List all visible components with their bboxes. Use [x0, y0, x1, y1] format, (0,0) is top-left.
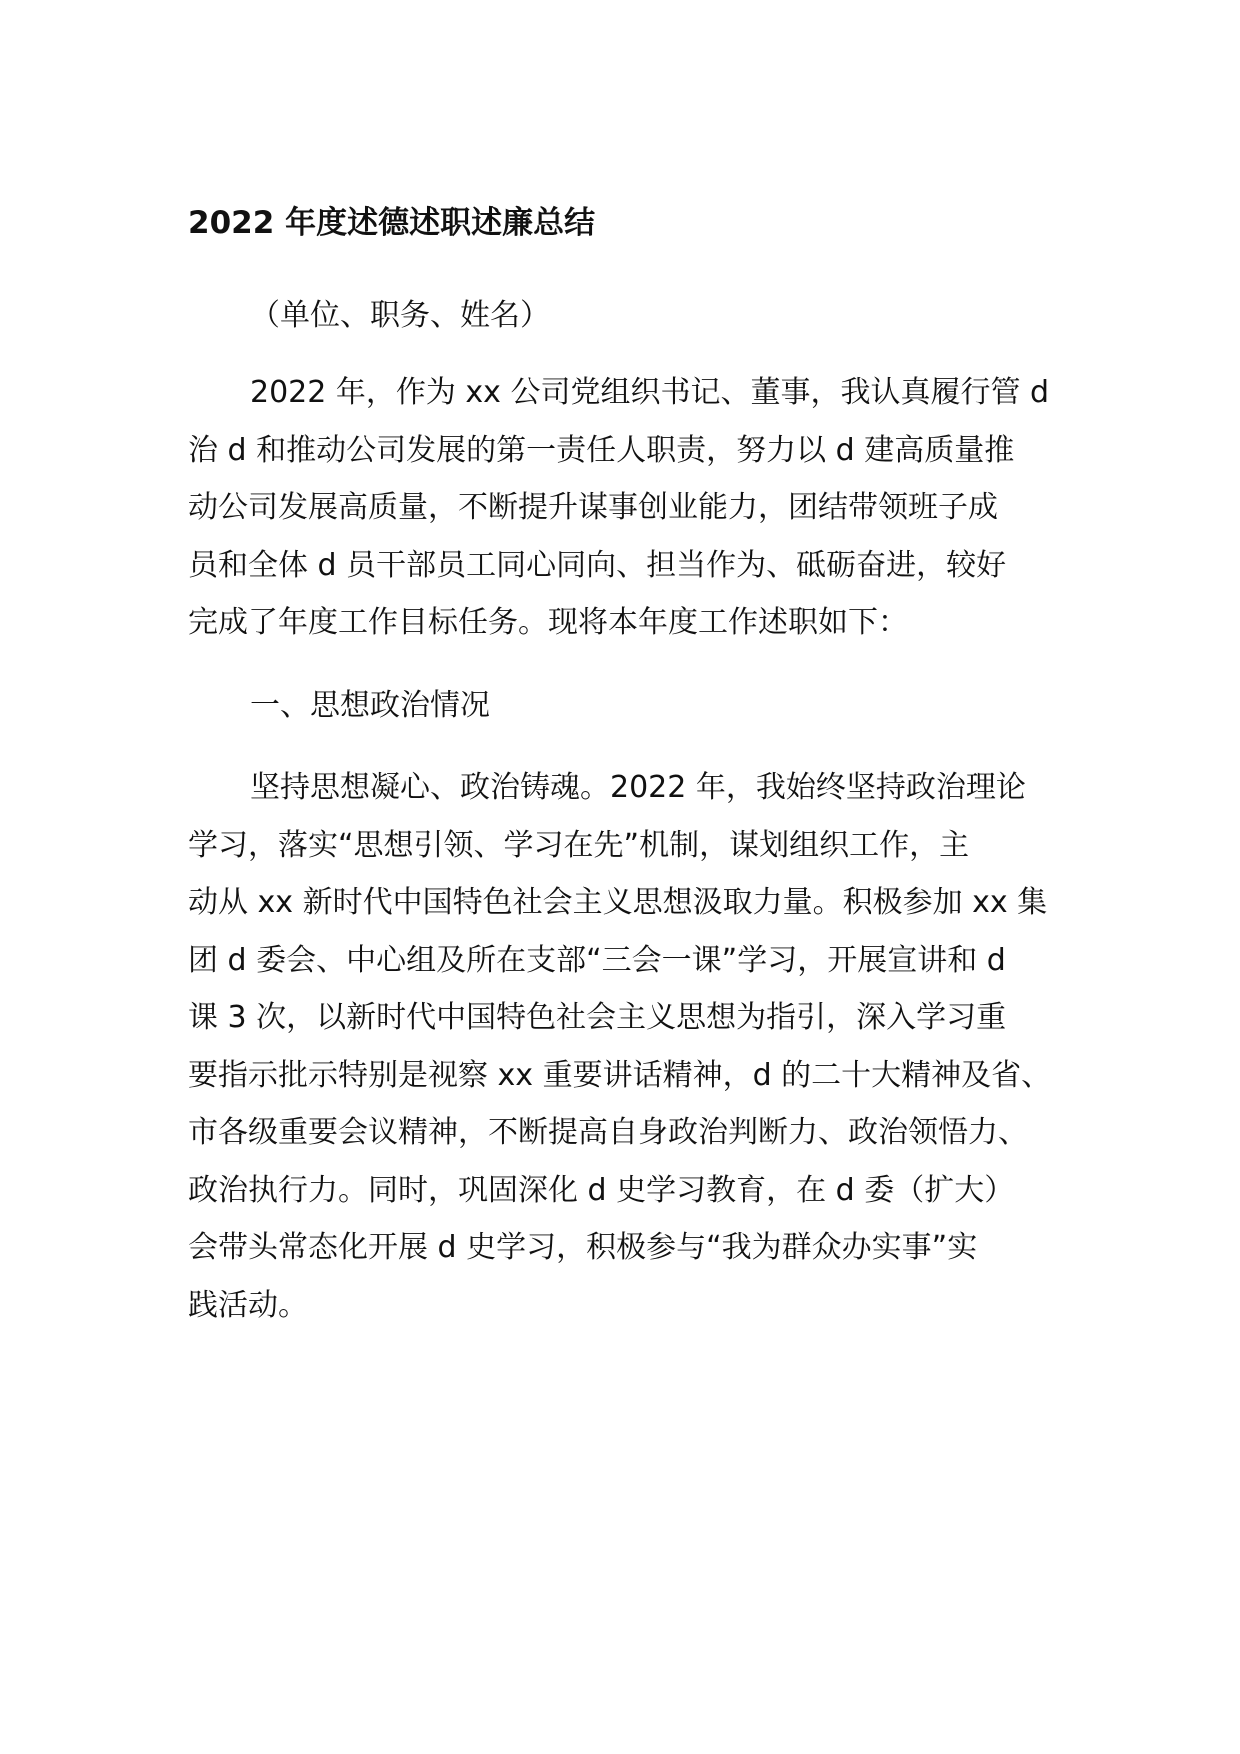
intro-line: 完成了年度工作目标任务。现将本年度工作述职如下：: [188, 605, 908, 640]
intro-line: 治 d 和推动公司发展的第一责任人职责，努力以 d 建高质量推: [188, 433, 1015, 468]
intro-line: 员和全体 d 员干部员工同心同向、担当作为、砥砺奋进，较好: [188, 548, 1007, 583]
section-line: 要指示批示特别是视察 xx 重要讲话精神，d 的二十大精神及省、: [188, 1058, 1052, 1093]
intro-line: 2022 年，作为 xx 公司党组织书记、董事，我认真履行管 d: [250, 375, 1050, 410]
section-line: 课 3 次，以新时代中国特色社会主义思想为指引，深入学习重: [188, 1000, 1007, 1035]
section-heading: 一、思想政治情况: [250, 688, 490, 723]
document-subtitle: （单位、职务、姓名）: [250, 298, 550, 333]
section-line: 市各级重要会议精神，不断提高自身政治判断力、政治领悟力、: [188, 1115, 1028, 1150]
section-line: 政治执行力。同时，巩固深化 d 史学习教育，在 d 委（扩大）: [188, 1173, 1015, 1208]
section-line: 学习，落实“思想引领、学习在先”机制，谋划组织工作，主: [188, 828, 970, 863]
document-title: 2022 年度述德述职述廉总结: [188, 205, 596, 241]
section-line: 会带头常态化开展 d 史学习，积极参与“我为群众办实事”实: [188, 1230, 978, 1265]
section-line: 动从 xx 新时代中国特色社会主义思想汲取力量。积极参加 xx 集: [188, 885, 1048, 920]
section-line: 坚持思想凝心、政治铸魂。2022 年，我始终坚持政治理论: [250, 770, 1026, 805]
intro-line: 动公司发展高质量，不断提升谋事创业能力，团结带领班子成: [188, 490, 998, 525]
section-line: 践活动。: [188, 1288, 308, 1323]
section-line: 团 d 委会、中心组及所在支部“三会一课”学习，开展宣讲和 d: [188, 943, 1006, 978]
